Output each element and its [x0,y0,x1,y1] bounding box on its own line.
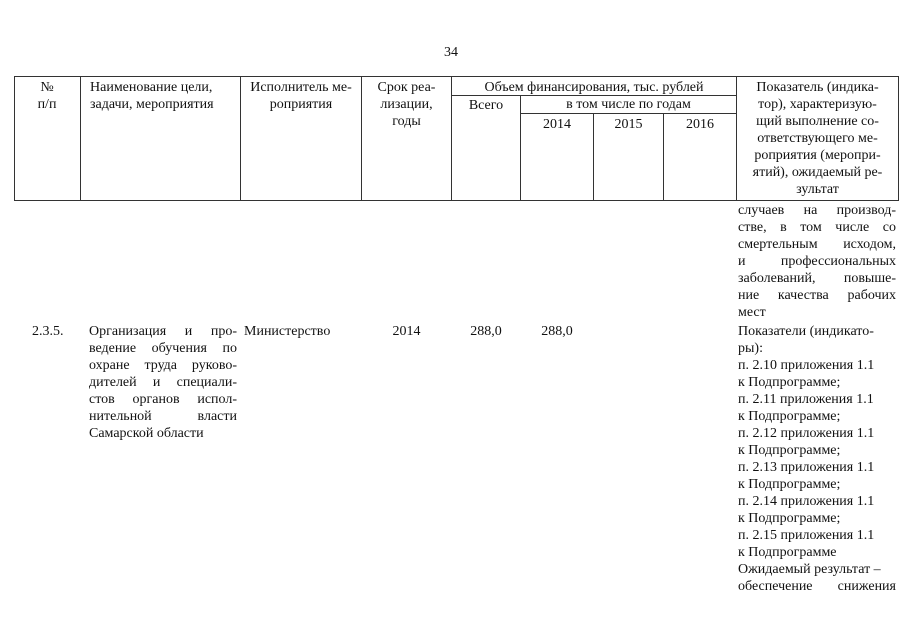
header-name-line-2: задачи, мероприятия [90,97,214,112]
header-year-2015: 2015 [614,117,643,132]
header-bottom-border [14,200,898,201]
row-total: 288,0 [470,324,502,339]
header-top-border [14,76,898,77]
years-subheader-border [520,113,736,114]
header-term-line-2: лизации, [380,97,433,112]
header-term-line-3: годы [392,114,421,129]
header-num-line-2: п/п [37,97,57,112]
row-number: 2.3.5. [32,324,64,339]
header-year-2014: 2014 [543,117,571,132]
row-indicator: Показатели (индикато- ры): п. 2.10 приложения 1.1 к Подпрограмме; п. 2.11 приложения 1.1 к Подпрограмме; п. 2.12 приложения 1.1 к Подпрограмме; п. 2.13 приложения 1.1 к Подпрограмме; п. 2.14 приложения 1.1 к Подпрограмме; п. 2.15 приложения 1.1 к Подпрограмме Ожидаемый результат – обеспечение снижения [738,324,896,594]
header-term-line-1: Срок реа- [377,80,436,95]
indicator-continuation: случаев на производ- стве, в том числе со смертельным исходом, и профессиональных заболеваний, повыше- ние качества рабочих мест [738,203,896,320]
row-term: 2014 [392,324,421,339]
header-name-line-1: Наименование цели, [90,80,213,95]
header-executor-line-2: роприятия [269,97,333,112]
header-indicator: Показатель (индика- тор), характеризую- щий выполнение со- ответствующего ме- роприятия (меропри- ятий), ожидаемый ре- зультат [752,80,883,197]
header-total: Всего [468,98,504,113]
header-by-years: в том числе по годам [566,97,691,112]
header-executor-line-1: Исполнитель ме- [250,80,352,95]
header-num-line-1: № [40,80,54,95]
row-name: Организация и про- ведение обучения по охране труда руково- дителей и специали- стов органов испол- нительной власти Самарской области [89,324,237,441]
row-2014: 288,0 [541,324,573,339]
header-year-2016: 2016 [686,117,714,132]
page-number: 34 [444,45,458,60]
col-border-10 [898,76,899,201]
header-funding-title: Объем финансирования, тыс. рублей [484,80,704,95]
row-executor: Министерство [244,324,331,339]
col-border-2 [80,76,81,201]
